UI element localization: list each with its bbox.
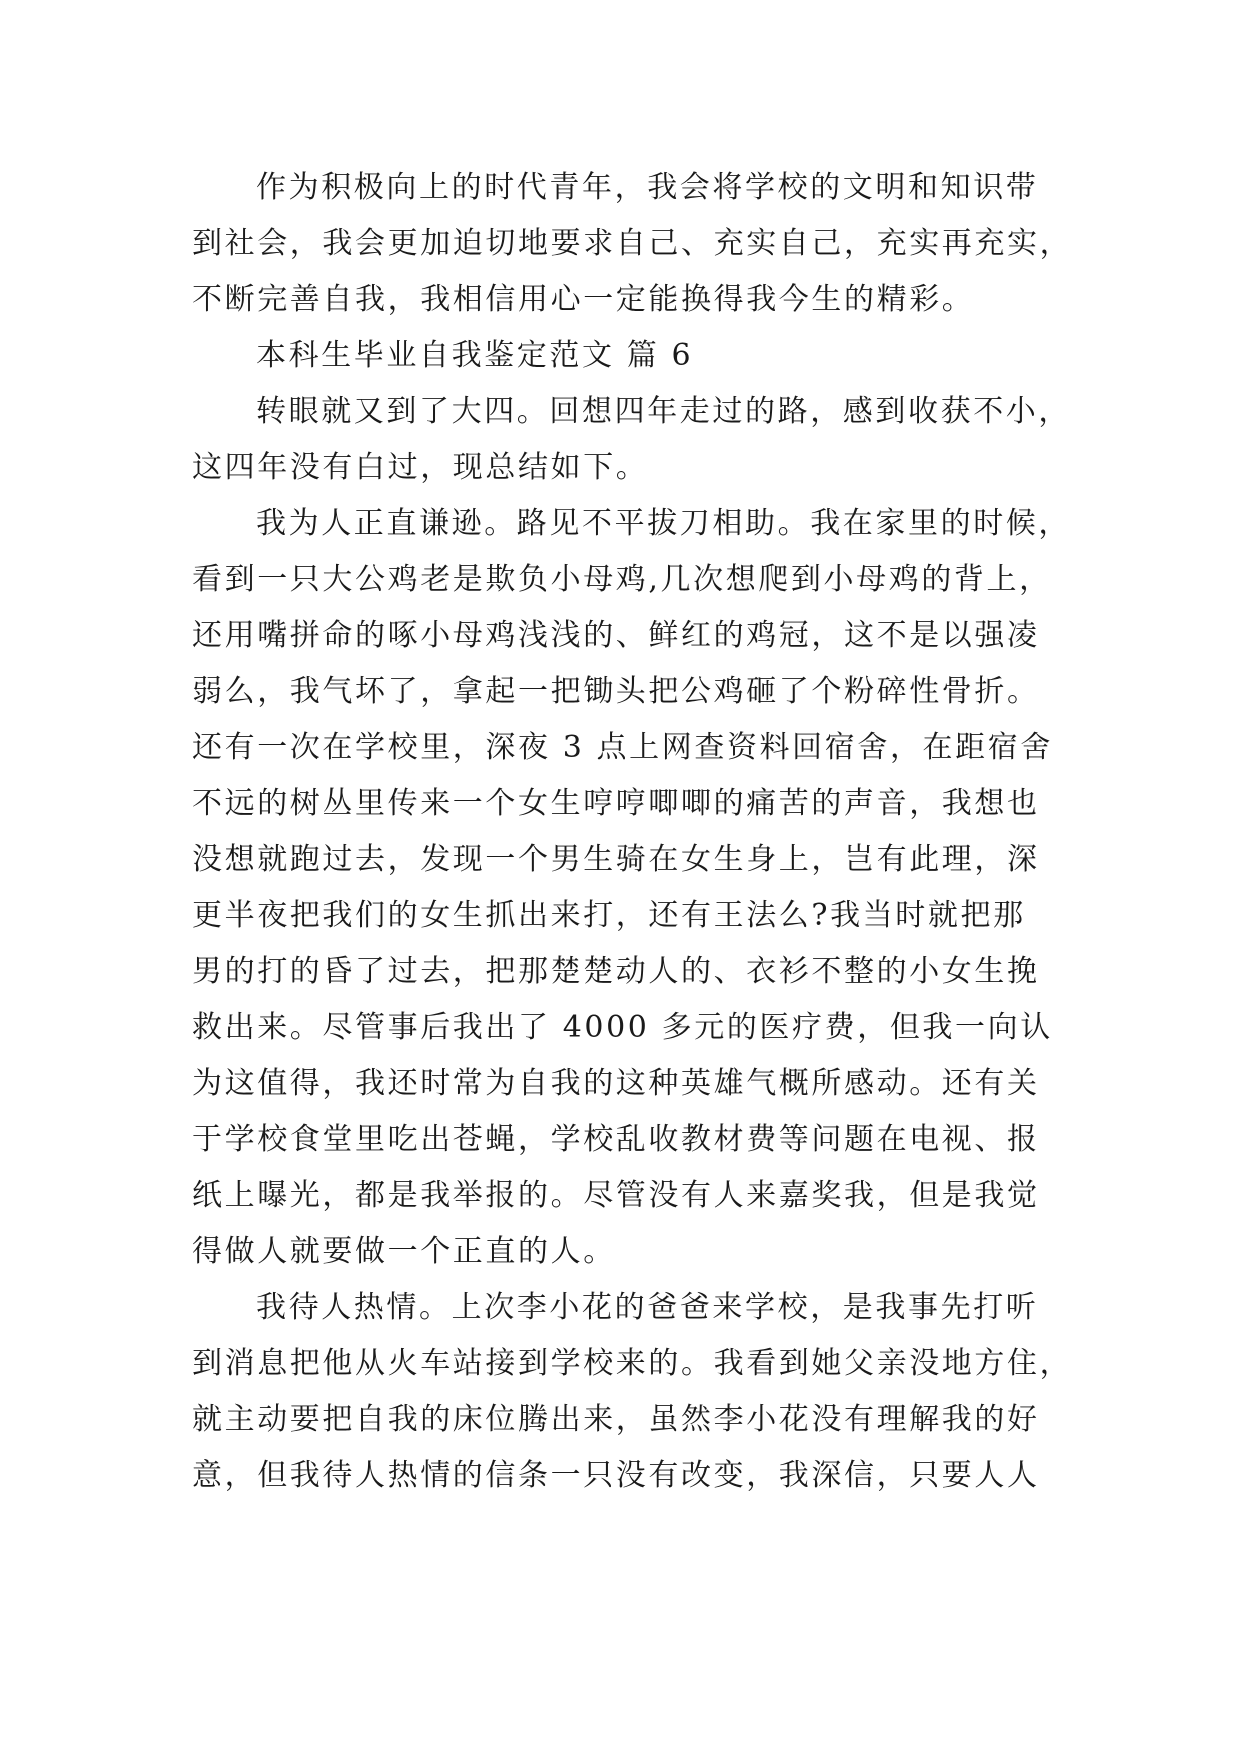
- text-line: 转眼就又到了大四。回想四年走过的路，感到收获不小，: [256, 394, 1071, 429]
- text-line: 我为人正直谦逊。路见不平拔刀相助。我在家里的时候，: [256, 506, 1071, 541]
- text-line: 看到一只大公鸡老是欺负小母鸡,几次想爬到小母鸡的背上，: [192, 562, 1052, 597]
- text-line: 作为积极向上的时代青年，我会将学校的文明和知识带: [256, 170, 1039, 205]
- text-line: 这四年没有白过，现总结如下。: [192, 450, 649, 485]
- text-line: 我待人热情。上次李小花的爸爸来学校，是我事先打听: [256, 1290, 1039, 1325]
- text-line: 更半夜把我们的女生抓出来打，还有王法么?我当时就把那: [192, 898, 1026, 933]
- text-line: 得做人就要做一个正直的人。: [192, 1234, 616, 1269]
- text-line: 弱么，我气坏了，拿起一把锄头把公鸡砸了个粉碎性骨折。: [192, 674, 1040, 709]
- text-line: 于学校食堂里吃出苍蝇，学校乱收教材费等问题在电视、报: [192, 1122, 1040, 1157]
- text-line: 还用嘴拼命的啄小母鸡浅浅的、鲜红的鸡冠，这不是以强凌: [192, 618, 1040, 653]
- text-line: 救出来。尽管事后我出了 4000 多元的医疗费，但我一向认: [192, 1010, 1053, 1045]
- text-line: 到社会，我会更加迫切地要求自己、充实自己，充实再充实，: [192, 226, 1073, 261]
- text-line: 为这值得，我还时常为自我的这种英雄气概所感动。还有关: [192, 1066, 1040, 1101]
- text-line: 意，但我待人热情的信条一只没有改变，我深信，只要人人: [192, 1458, 1040, 1493]
- text-line: 不断完善自我，我相信用心一定能换得我今生的精彩。: [192, 282, 975, 317]
- section-heading: 本科生毕业自我鉴定范文 篇 6: [256, 338, 694, 373]
- text-line: 就主动要把自我的床位腾出来，虽然李小花没有理解我的好: [192, 1402, 1040, 1437]
- text-line: 不远的树丛里传来一个女生哼哼唧唧的痛苦的声音，我想也: [192, 786, 1040, 821]
- text-line: 没想就跑过去，发现一个男生骑在女生身上，岂有此理，深: [192, 842, 1040, 877]
- text-line: 男的打的昏了过去，把那楚楚动人的、衣衫不整的小女生挽: [192, 954, 1040, 989]
- text-line: 还有一次在学校里，深夜 3 点上网查资料回宿舍，在距宿舍: [192, 730, 1053, 765]
- text-line: 纸上曝光，都是我举报的。尽管没有人来嘉奖我，但是我觉: [192, 1178, 1040, 1213]
- text-line: 到消息把他从火车站接到学校来的。我看到她父亲没地方住，: [192, 1346, 1073, 1381]
